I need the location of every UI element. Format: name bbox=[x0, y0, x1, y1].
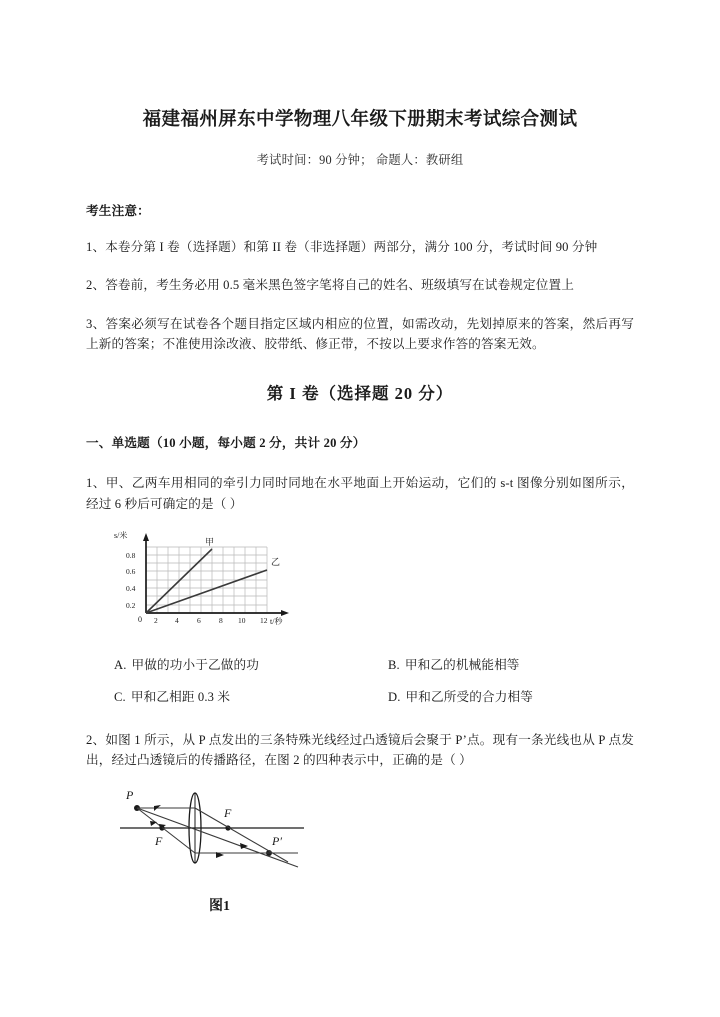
notice-item-3: 3、答案必须写在试卷各个题目指定区域内相应的位置，如需改动，先划掉原来的答案，然后再写上新的答案；不准使用涂改液、胶带纸、修正带，不按以上要求作答的答案无效。 bbox=[86, 316, 634, 352]
question-2-figure bbox=[86, 771, 634, 915]
lens-label-focus-right: F bbox=[224, 806, 232, 821]
part-one-title: 第 I 卷（选择题 20 分） bbox=[266, 384, 454, 404]
st-graph-svg bbox=[112, 525, 342, 631]
notice-item-1: 1、本卷分第 I 卷（选择题）和第 II 卷（非选择题）两部分，满分 100 分，考试时间 90 分钟 bbox=[86, 239, 598, 254]
st-graph-x-tick-5: 12 bbox=[260, 616, 268, 626]
st-graph-y-axis-label: s/米 bbox=[114, 531, 128, 541]
st-graph-x-axis-label: t/秒 bbox=[270, 617, 283, 627]
st-graph-y-tick-2: 0.6 bbox=[126, 567, 136, 577]
section-title-single-choice: 一、单选题（10 小题，每小题 2 分，共计 20 分） bbox=[86, 436, 366, 451]
question-1-option-a[interactable] bbox=[86, 643, 360, 675]
st-graph-y-tick-3: 0.8 bbox=[126, 551, 136, 561]
lens-diagram-caption: 图1 bbox=[209, 899, 230, 915]
option-a-key: A. bbox=[114, 658, 127, 673]
option-c-key: C. bbox=[114, 690, 126, 705]
page-title: 福建福州屏东中学物理八年级下册期末考试综合测试 bbox=[142, 110, 578, 130]
st-graph-curve-label-jia: 甲 bbox=[205, 537, 215, 548]
option-b-label: 甲和乙的机械能相等 bbox=[404, 658, 520, 673]
option-d-key: D. bbox=[388, 690, 401, 705]
question-1-figure bbox=[86, 515, 634, 631]
question-1-option-d[interactable] bbox=[360, 675, 634, 707]
question-2-text: 2、如图 1 所示，从 P 点发出的三条特殊光线经过凸透镜后会聚于 P’点。现有一条光线也从 P 点发出，经过凸透镜后的传播路径，在图 2 的四种表示中，正确的是（ ） bbox=[86, 732, 634, 768]
notice-item-2: 2、答卷前，考生务必用 0.5 毫米黑色签字笔将自己的姓名、班级填写在试卷规定位置上 bbox=[86, 278, 575, 293]
option-c-label: 甲和乙相距 0.3 米 bbox=[130, 690, 231, 705]
st-graph-origin-label: 0 bbox=[138, 615, 142, 625]
lens-label-p-prime: P′ bbox=[272, 834, 282, 849]
page-content bbox=[86, 0, 634, 915]
st-graph-x-tick-1: 4 bbox=[175, 616, 179, 626]
question-1-option-c[interactable] bbox=[86, 675, 360, 707]
notice-heading: 考生注意： bbox=[86, 203, 150, 218]
question-1-text: 1、甲、乙两车用相同的牵引力同时同地在水平地面上开始运动，它们的 s-t 图像分别如图所示，经过 6 秒后可确定的是（ ） bbox=[86, 476, 634, 512]
option-a-label: 甲做的功小于乙做的功 bbox=[131, 658, 259, 673]
option-b-key: B. bbox=[388, 658, 400, 673]
lens-label-focus-left: F bbox=[155, 834, 163, 849]
st-graph-x-tick-4: 10 bbox=[238, 616, 246, 626]
exam-meta-subtitle: 考试时间：90 分钟； 命题人：教研组 bbox=[256, 152, 464, 167]
st-graph-x-tick-0: 2 bbox=[154, 616, 158, 626]
lens-diagram-svg bbox=[112, 781, 327, 891]
st-graph-x-tick-2: 6 bbox=[197, 616, 201, 626]
st-graph-y-tick-0: 0.2 bbox=[126, 601, 136, 611]
st-graph-x-tick-3: 8 bbox=[219, 616, 223, 626]
question-1-options bbox=[86, 631, 634, 707]
st-graph-y-tick-1: 0.4 bbox=[126, 584, 136, 594]
lens-label-p: P bbox=[126, 788, 134, 803]
option-d-label: 甲和乙所受的合力相等 bbox=[405, 690, 533, 705]
st-graph-curve-label-yi: 乙 bbox=[271, 557, 281, 568]
question-1-option-b[interactable] bbox=[360, 643, 634, 675]
